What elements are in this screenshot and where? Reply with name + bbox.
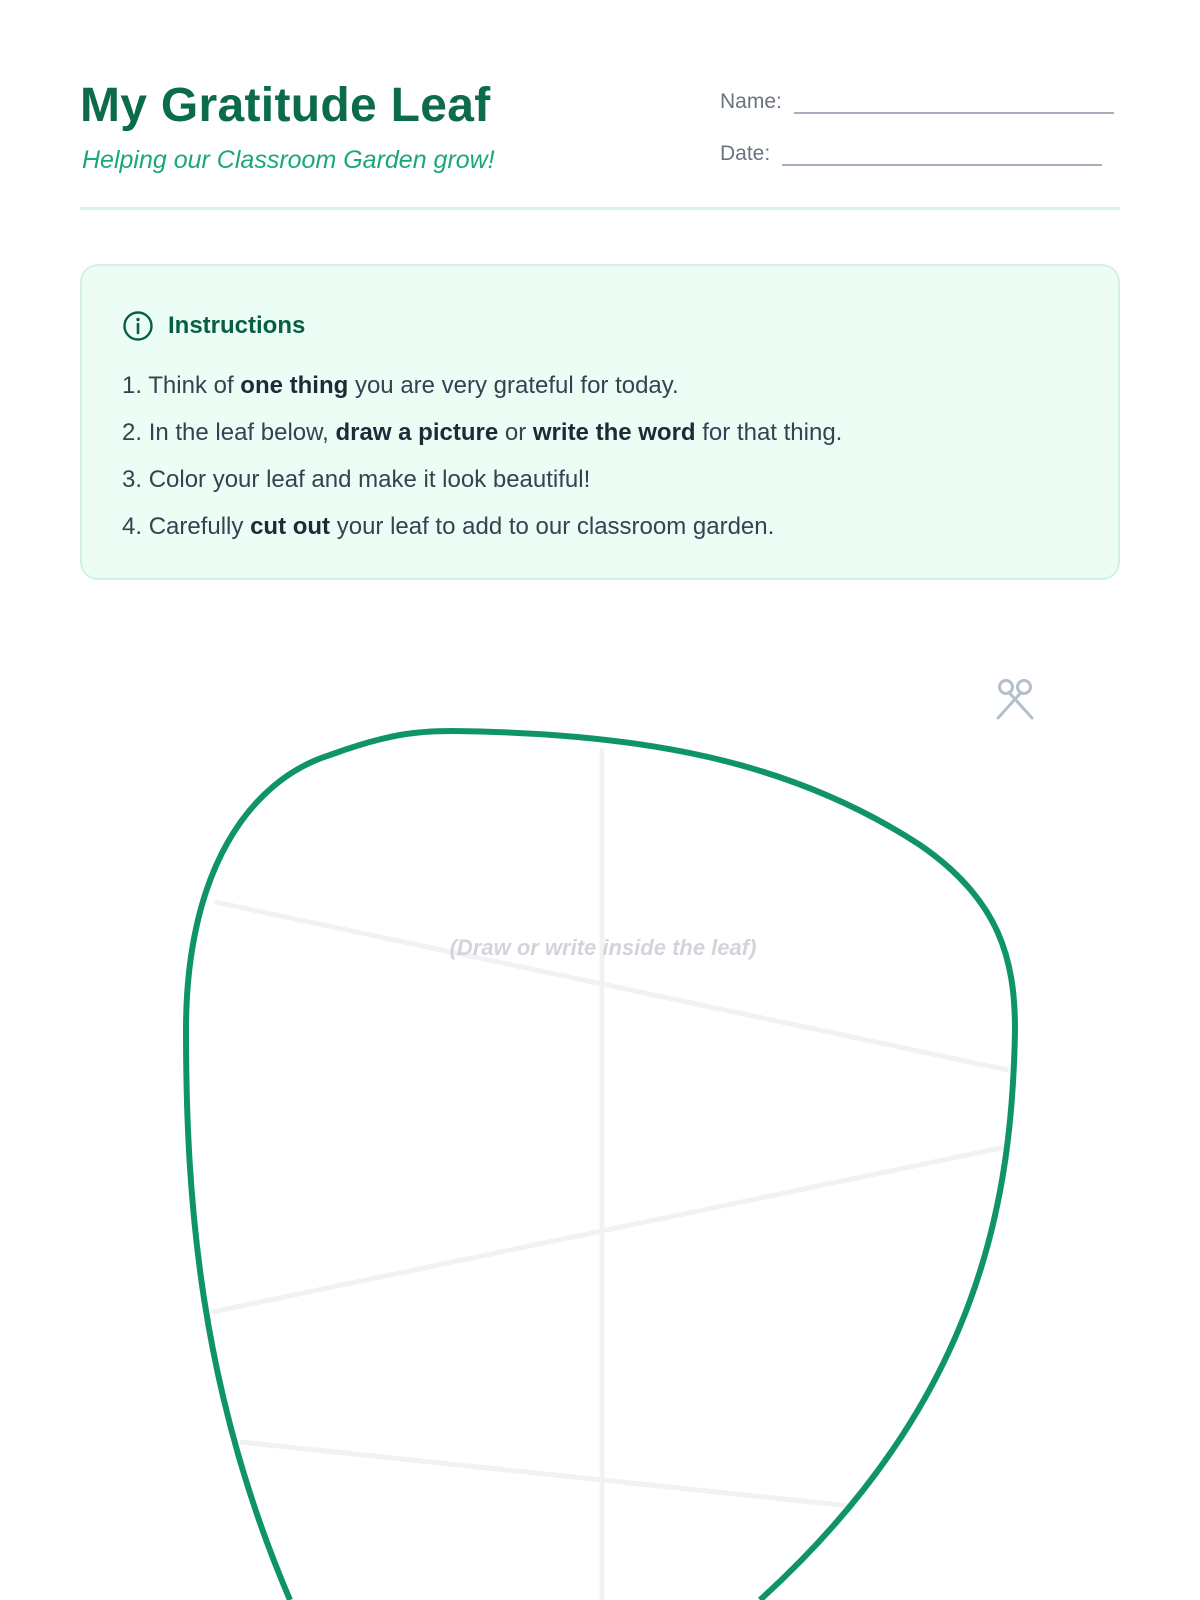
step-text: Color your leaf and make it look beautiful! bbox=[148, 466, 591, 493]
page-subtitle: Helping our Classroom Garden grow! bbox=[82, 146, 495, 174]
step-number: 1. bbox=[122, 372, 143, 399]
instructions-title: Instructions bbox=[168, 312, 306, 339]
leaf-vein bbox=[215, 902, 1008, 1070]
step-emphasis: one thing bbox=[240, 372, 349, 399]
step-number: 2. bbox=[122, 419, 143, 446]
step-text: your leaf to add to our classroom garden. bbox=[330, 513, 775, 540]
leaf-vein bbox=[212, 1147, 1006, 1312]
step-text: Think of bbox=[148, 372, 241, 399]
step-number: 3. bbox=[122, 466, 143, 493]
step-text: In the leaf below, bbox=[148, 419, 336, 446]
leaf-veins bbox=[212, 748, 1008, 1600]
page-title: My Gratitude Leaf bbox=[80, 79, 491, 132]
step-emphasis: cut out bbox=[250, 513, 331, 540]
step-text: Carefully bbox=[148, 513, 251, 540]
leaf-vein bbox=[240, 1442, 850, 1506]
date-label: Date: bbox=[720, 142, 771, 165]
step-number: 4. bbox=[122, 513, 143, 540]
leaf-hint: (Draw or write inside the leaf) bbox=[449, 935, 757, 960]
name-label: Name: bbox=[720, 90, 782, 113]
step-text: for that thing. bbox=[695, 419, 843, 446]
step-text: you are very grateful for today. bbox=[348, 372, 679, 399]
step-emphasis: draw a picture bbox=[335, 419, 499, 446]
step-text: or bbox=[498, 419, 533, 446]
step-emphasis: write the word bbox=[532, 419, 696, 446]
